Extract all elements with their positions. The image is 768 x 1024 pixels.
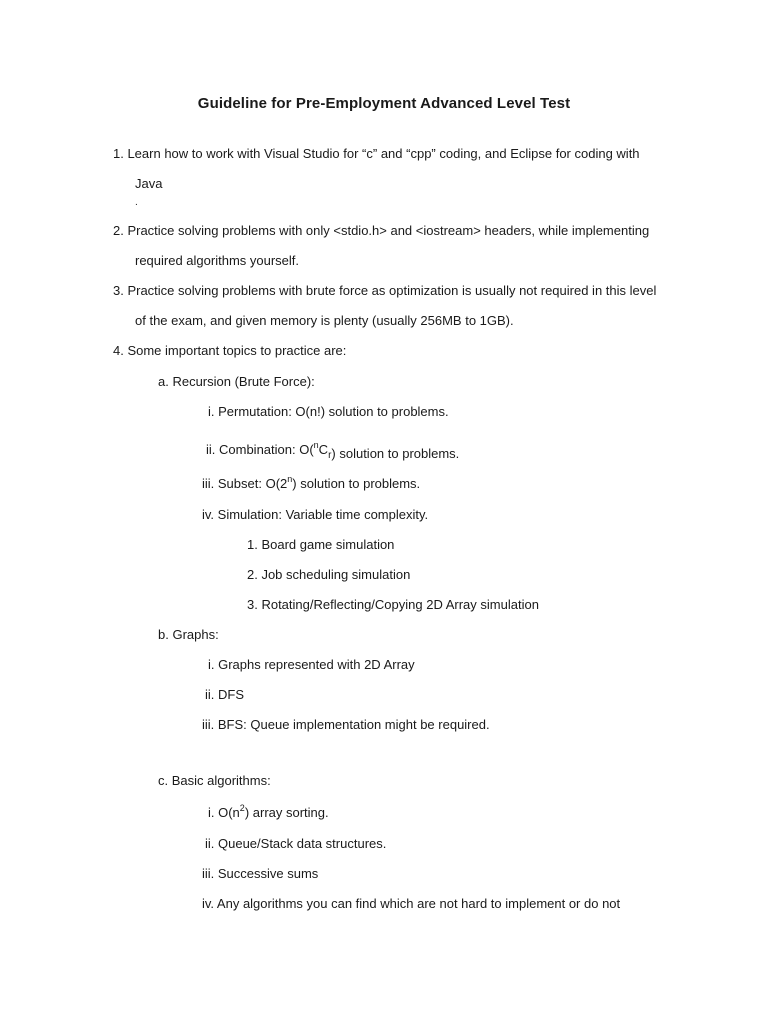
- subitem-c-iii: iii. Successive sums: [202, 866, 319, 881]
- simulation-item-1: 1. Board game simulation: [247, 537, 395, 552]
- subitem-a-iii: [202, 476, 420, 492]
- subitem-c-i: [208, 805, 329, 821]
- list-item-2: 2. Practice solving problems with only <stdio.h> and <iostream> headers, while implementing: [113, 223, 650, 238]
- page-title: Guideline for Pre-Employment Advanced Level Test: [197, 95, 571, 112]
- list-item-3-continuation: of the exam, and given memory is plenty (usually 256MB to 1GB).: [135, 313, 514, 328]
- list-item-1-continuation: Java: [135, 176, 163, 191]
- subitem-b-i: i. Graphs represented with 2D Array: [208, 657, 415, 672]
- subitem-b-iii: iii. BFS: Queue implementation might be required.: [202, 717, 490, 732]
- subitem-c-i-sup: 2: [239, 803, 245, 813]
- subitem-c-i-pre: i. O(n: [208, 805, 240, 820]
- subitem-c-iv: iv. Any algorithms you can find which are not hard to implement or do not: [202, 896, 621, 911]
- subitem-a-i: i. Permutation: O(n!) solution to problems.: [208, 404, 449, 419]
- list-item-1: 1. Learn how to work with Visual Studio for “c” and “cpp” coding, and Eclipse for coding with: [113, 146, 640, 161]
- subitem-a-ii-mid: C: [318, 442, 329, 457]
- subitem-a-ii-sub: r: [328, 450, 332, 461]
- list-item-1-dot: .: [135, 197, 138, 208]
- subitem-b-ii: ii. DFS: [205, 687, 244, 702]
- subitem-a-ii-pre: ii. Combination: O(: [206, 442, 314, 457]
- simulation-item-2: 2. Job scheduling simulation: [247, 567, 411, 582]
- list-item-2-continuation: required algorithms yourself.: [135, 253, 300, 268]
- subitem-a-iii-post: ) solution to problems.: [292, 476, 421, 491]
- subitem-a-ii-post: ) solution to problems.: [331, 446, 460, 461]
- subitem-c-heading: c. Basic algorithms:: [158, 773, 271, 788]
- subitem-a-iii-pre: iii. Subset: O(2: [202, 476, 288, 491]
- subitem-a-ii: [206, 442, 459, 460]
- subitem-a-heading: a. Recursion (Brute Force):: [158, 374, 315, 389]
- subitem-b-heading: b. Graphs:: [158, 627, 219, 642]
- subitem-a-ii-sup: n: [313, 440, 319, 450]
- list-item-4: 4. Some important topics to practice are:: [113, 343, 347, 358]
- subitem-c-i-post: ) array sorting.: [244, 805, 329, 820]
- subitem-a-iv: iv. Simulation: Variable time complexity.: [202, 507, 429, 522]
- list-item-3: 3. Practice solving problems with brute force as optimization is usually not required in this level: [113, 283, 657, 298]
- simulation-item-3: 3. Rotating/Reflecting/Copying 2D Array simulation: [247, 597, 539, 612]
- subitem-c-ii: ii. Queue/Stack data structures.: [205, 836, 387, 851]
- subitem-a-iii-sup: n: [287, 474, 293, 484]
